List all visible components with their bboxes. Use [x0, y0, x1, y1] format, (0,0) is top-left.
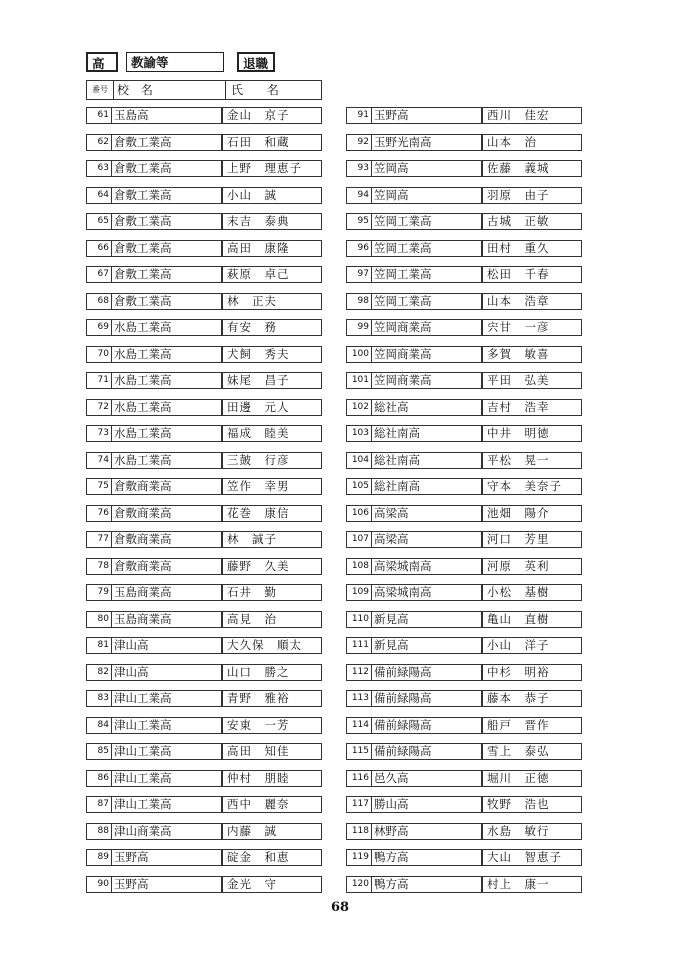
table-row: [346, 293, 582, 310]
table-row: [346, 584, 582, 601]
row-number: 61: [86, 107, 112, 124]
school-name: 備前緑陽高: [371, 717, 482, 734]
table-row: [86, 266, 322, 283]
name-column-header: 氏 名: [231, 83, 289, 97]
row-number: 98: [346, 293, 372, 310]
table-row: [346, 823, 582, 840]
row-number: 88: [86, 823, 112, 840]
table-row: [86, 187, 322, 204]
table-row: [346, 531, 582, 548]
person-name: 亀山 直樹: [482, 611, 582, 628]
row-number: 84: [86, 717, 112, 734]
row-number: 79: [86, 584, 112, 601]
row-number: 73: [86, 425, 112, 442]
row-number: 115: [346, 743, 372, 760]
table-row: [86, 399, 322, 416]
person-name: 高見 治: [222, 611, 322, 628]
person-name: 古城 正敏: [482, 213, 582, 230]
row-number: 91: [346, 107, 372, 124]
table-row: [86, 346, 322, 363]
person-name: 小山 洋子: [482, 637, 582, 654]
row-number: 114: [346, 717, 372, 734]
table-row: [346, 637, 582, 654]
person-name: 花巻 康信: [222, 505, 322, 522]
person-name: 林 正夫: [222, 293, 322, 310]
table-row: [86, 637, 322, 654]
person-name: 高田 康隆: [222, 240, 322, 257]
table-row: [346, 107, 582, 124]
row-number: 113: [346, 690, 372, 707]
row-number: 109: [346, 584, 372, 601]
person-name: 三皷 行彦: [222, 452, 322, 469]
person-name: 田邊 元人: [222, 399, 322, 416]
table-row: [86, 107, 322, 124]
person-name: 松田 千春: [482, 266, 582, 283]
row-number: 117: [346, 796, 372, 813]
school-name: 勝山高: [371, 796, 482, 813]
table-row: [86, 213, 322, 230]
school-name: 高梁城南高: [371, 558, 482, 575]
school-name: 倉敷工業高: [111, 160, 222, 177]
table-row: [86, 584, 322, 601]
person-name: 中杉 明裕: [482, 664, 582, 681]
person-name: 石田 和蔵: [222, 134, 322, 151]
person-name: 笠作 幸男: [222, 478, 322, 495]
school-name: 笠岡高: [371, 187, 482, 204]
row-number: 110: [346, 611, 372, 628]
person-name: 西川 佳宏: [482, 107, 582, 124]
table-row: [86, 160, 322, 177]
person-name: 妹尾 昌子: [222, 372, 322, 389]
table-row: [86, 531, 322, 548]
person-name: 大山 智恵子: [482, 849, 582, 866]
person-name: 平松 晃一: [482, 452, 582, 469]
row-number: 90: [86, 876, 112, 893]
table-row: [346, 770, 582, 787]
school-name: 鴨方高: [371, 876, 482, 893]
person-name: 河原 英利: [482, 558, 582, 575]
table-row: [346, 849, 582, 866]
school-name: 笠岡工業高: [371, 240, 482, 257]
row-number: 112: [346, 664, 372, 681]
person-name: 平田 弘美: [482, 372, 582, 389]
person-name: 有安 務: [222, 319, 322, 336]
table-row: [86, 319, 322, 336]
table-row: [346, 346, 582, 363]
row-number: 119: [346, 849, 372, 866]
school-name: 水島工業高: [111, 399, 222, 416]
person-name: 藤野 久美: [222, 558, 322, 575]
person-name: 仲村 朋睦: [222, 770, 322, 787]
table-row: [346, 319, 582, 336]
table-row: [86, 452, 322, 469]
school-name: 津山高: [111, 637, 222, 654]
person-name: 高田 知佳: [222, 743, 322, 760]
school-name: 倉敷工業高: [111, 213, 222, 230]
school-name: 備前緑陽高: [371, 690, 482, 707]
table-row: [86, 478, 322, 495]
school-name: 水島工業高: [111, 452, 222, 469]
person-name: 内藤 誠: [222, 823, 322, 840]
table-row: [346, 372, 582, 389]
person-name: 田村 重久: [482, 240, 582, 257]
person-name: 村上 康一: [482, 876, 582, 893]
row-number: 70: [86, 346, 112, 363]
row-number: 87: [86, 796, 112, 813]
row-number: 107: [346, 531, 372, 548]
person-name: 河口 芳里: [482, 531, 582, 548]
table-row: [86, 293, 322, 310]
row-number: 89: [86, 849, 112, 866]
school-name: 玉野高: [111, 876, 222, 893]
table-row: [346, 478, 582, 495]
table-row: [346, 160, 582, 177]
school-name: 水島工業高: [111, 346, 222, 363]
school-name: 笠岡工業高: [371, 213, 482, 230]
person-name: 多賀 敏喜: [482, 346, 582, 363]
person-name: 堀川 正徳: [482, 770, 582, 787]
table-row: [346, 266, 582, 283]
row-number: 86: [86, 770, 112, 787]
person-name: 末吉 泰典: [222, 213, 322, 230]
person-name: 萩原 卓己: [222, 266, 322, 283]
table-row: [86, 690, 322, 707]
school-name: 津山工業高: [111, 690, 222, 707]
school-name: 高梁高: [371, 505, 482, 522]
school-name: 玉島高: [111, 107, 222, 124]
left-list: [86, 107, 322, 902]
school-name: 林野高: [371, 823, 482, 840]
row-number: 103: [346, 425, 372, 442]
school-name: 総社高: [371, 399, 482, 416]
person-name: 山本 治: [482, 134, 582, 151]
row-number: 71: [86, 372, 112, 389]
school-name: 玉野高: [371, 107, 482, 124]
person-name: 山口 勝之: [222, 664, 322, 681]
school-name: 倉敷工業高: [111, 240, 222, 257]
school-name: 高梁高: [371, 531, 482, 548]
table-row: [86, 849, 322, 866]
school-name: 倉敷商業高: [111, 478, 222, 495]
person-name: 宍甘 一彦: [482, 319, 582, 336]
person-name: 犬飼 秀夫: [222, 346, 322, 363]
person-name: 石井 勤: [222, 584, 322, 601]
table-row: [346, 876, 582, 893]
school-name: 玉島商業高: [111, 611, 222, 628]
table-row: [346, 134, 582, 151]
school-name: 新見高: [371, 611, 482, 628]
school-name: 総社南高: [371, 478, 482, 495]
person-name: 藤本 恭子: [482, 690, 582, 707]
person-name: 牧野 浩也: [482, 796, 582, 813]
row-number: 67: [86, 266, 112, 283]
number-column-header: 番号: [87, 81, 114, 99]
row-number: 63: [86, 160, 112, 177]
person-name: 林 誠子: [222, 531, 322, 548]
row-number: 97: [346, 266, 372, 283]
school-name: 倉敷商業高: [111, 558, 222, 575]
row-number: 82: [86, 664, 112, 681]
school-name: 笠岡工業高: [371, 266, 482, 283]
school-name: 倉敷工業高: [111, 266, 222, 283]
row-number: 105: [346, 478, 372, 495]
row-number: 85: [86, 743, 112, 760]
row-number: 92: [346, 134, 372, 151]
table-row: [86, 558, 322, 575]
table-row: [346, 558, 582, 575]
table-row: [86, 505, 322, 522]
school-name: 津山工業高: [111, 770, 222, 787]
table-row: [346, 690, 582, 707]
person-name: 小山 誠: [222, 187, 322, 204]
table-row: [346, 213, 582, 230]
row-number: 80: [86, 611, 112, 628]
row-number: 108: [346, 558, 372, 575]
person-name: 中井 明徳: [482, 425, 582, 442]
person-name: 守本 美奈子: [482, 478, 582, 495]
school-level-label: 高: [86, 52, 118, 72]
table-row: [86, 664, 322, 681]
table-row: [86, 134, 322, 151]
table-row: [86, 611, 322, 628]
table-row: [86, 823, 322, 840]
row-number: 66: [86, 240, 112, 257]
table-row: [346, 399, 582, 416]
row-number: 64: [86, 187, 112, 204]
row-number: 101: [346, 372, 372, 389]
row-number: 83: [86, 690, 112, 707]
row-number: 106: [346, 505, 372, 522]
school-name: 玉野高: [111, 849, 222, 866]
table-row: [346, 240, 582, 257]
row-number: 95: [346, 213, 372, 230]
school-name: 笠岡工業高: [371, 293, 482, 310]
row-number: 65: [86, 213, 112, 230]
person-name: 大久保 順太: [222, 637, 322, 654]
row-number: 75: [86, 478, 112, 495]
school-name: 倉敷商業高: [111, 505, 222, 522]
school-name: 玉島商業高: [111, 584, 222, 601]
school-name: 津山高: [111, 664, 222, 681]
school-name: 津山商業高: [111, 823, 222, 840]
table-row: [86, 770, 322, 787]
table-row: [86, 876, 322, 893]
school-name: 備前緑陽高: [371, 743, 482, 760]
school-name: 倉敷工業高: [111, 293, 222, 310]
column-header: [86, 80, 322, 100]
row-number: 72: [86, 399, 112, 416]
row-number: 74: [86, 452, 112, 469]
row-number: 76: [86, 505, 112, 522]
person-name: 雪上 泰弘: [482, 743, 582, 760]
row-number: 78: [86, 558, 112, 575]
school-name: 倉敷商業高: [111, 531, 222, 548]
person-name: 金山 京子: [222, 107, 322, 124]
table-row: [346, 717, 582, 734]
school-name: 津山工業高: [111, 717, 222, 734]
school-name: 津山工業高: [111, 743, 222, 760]
person-name: 船戸 晋作: [482, 717, 582, 734]
right-list: [346, 107, 582, 902]
person-name: 吉村 浩幸: [482, 399, 582, 416]
table-row: [86, 240, 322, 257]
person-name: 安東 一芳: [222, 717, 322, 734]
table-row: [86, 743, 322, 760]
school-name: 鴨方高: [371, 849, 482, 866]
person-name: 佐藤 義城: [482, 160, 582, 177]
table-row: [346, 743, 582, 760]
row-number: 62: [86, 134, 112, 151]
school-name: 高梁城南高: [371, 584, 482, 601]
person-name: 碇金 和恵: [222, 849, 322, 866]
school-name: 玉野光南高: [371, 134, 482, 151]
person-name: 池畑 陽介: [482, 505, 582, 522]
row-number: 118: [346, 823, 372, 840]
school-name: 倉敷工業高: [111, 187, 222, 204]
table-row: [86, 372, 322, 389]
school-column-header: 校 名: [114, 81, 226, 99]
table-row: [346, 505, 582, 522]
school-name: 邑久高: [371, 770, 482, 787]
row-number: 68: [86, 293, 112, 310]
table-row: [346, 611, 582, 628]
table-row: [346, 187, 582, 204]
table-row: [86, 717, 322, 734]
row-number: 99: [346, 319, 372, 336]
school-name: 総社南高: [371, 425, 482, 442]
row-number: 111: [346, 637, 372, 654]
status-label: 退職: [237, 52, 275, 72]
table-row: [346, 664, 582, 681]
school-name: 笠岡高: [371, 160, 482, 177]
row-number: 104: [346, 452, 372, 469]
row-number: 116: [346, 770, 372, 787]
position-label: 教諭等: [126, 52, 224, 72]
page-number: 68: [330, 900, 350, 915]
row-number: 100: [346, 346, 372, 363]
person-name: 福成 睦美: [222, 425, 322, 442]
person-name: 青野 雅裕: [222, 690, 322, 707]
person-name: 小松 基樹: [482, 584, 582, 601]
school-name: 総社南高: [371, 452, 482, 469]
row-number: 81: [86, 637, 112, 654]
school-name: 倉敷工業高: [111, 134, 222, 151]
table-row: [346, 425, 582, 442]
school-name: 笠岡商業高: [371, 319, 482, 336]
person-name: 上野 理恵子: [222, 160, 322, 177]
school-name: 水島工業高: [111, 319, 222, 336]
school-name: 新見高: [371, 637, 482, 654]
school-name: 備前緑陽高: [371, 664, 482, 681]
row-number: 120: [346, 876, 372, 893]
row-number: 102: [346, 399, 372, 416]
person-name: 金光 守: [222, 876, 322, 893]
table-row: [346, 452, 582, 469]
school-name: 津山工業高: [111, 796, 222, 813]
row-number: 69: [86, 319, 112, 336]
school-name: 水島工業高: [111, 425, 222, 442]
school-name: 水島工業高: [111, 372, 222, 389]
table-row: [86, 425, 322, 442]
table-row: [86, 796, 322, 813]
person-name: 水島 敏行: [482, 823, 582, 840]
person-name: 羽原 由子: [482, 187, 582, 204]
row-number: 93: [346, 160, 372, 177]
row-number: 77: [86, 531, 112, 548]
row-number: 94: [346, 187, 372, 204]
school-name: 笠岡商業高: [371, 372, 482, 389]
school-name: 笠岡商業高: [371, 346, 482, 363]
table-row: [346, 796, 582, 813]
row-number: 96: [346, 240, 372, 257]
person-name: 西中 麗奈: [222, 796, 322, 813]
person-name: 山本 浩章: [482, 293, 582, 310]
